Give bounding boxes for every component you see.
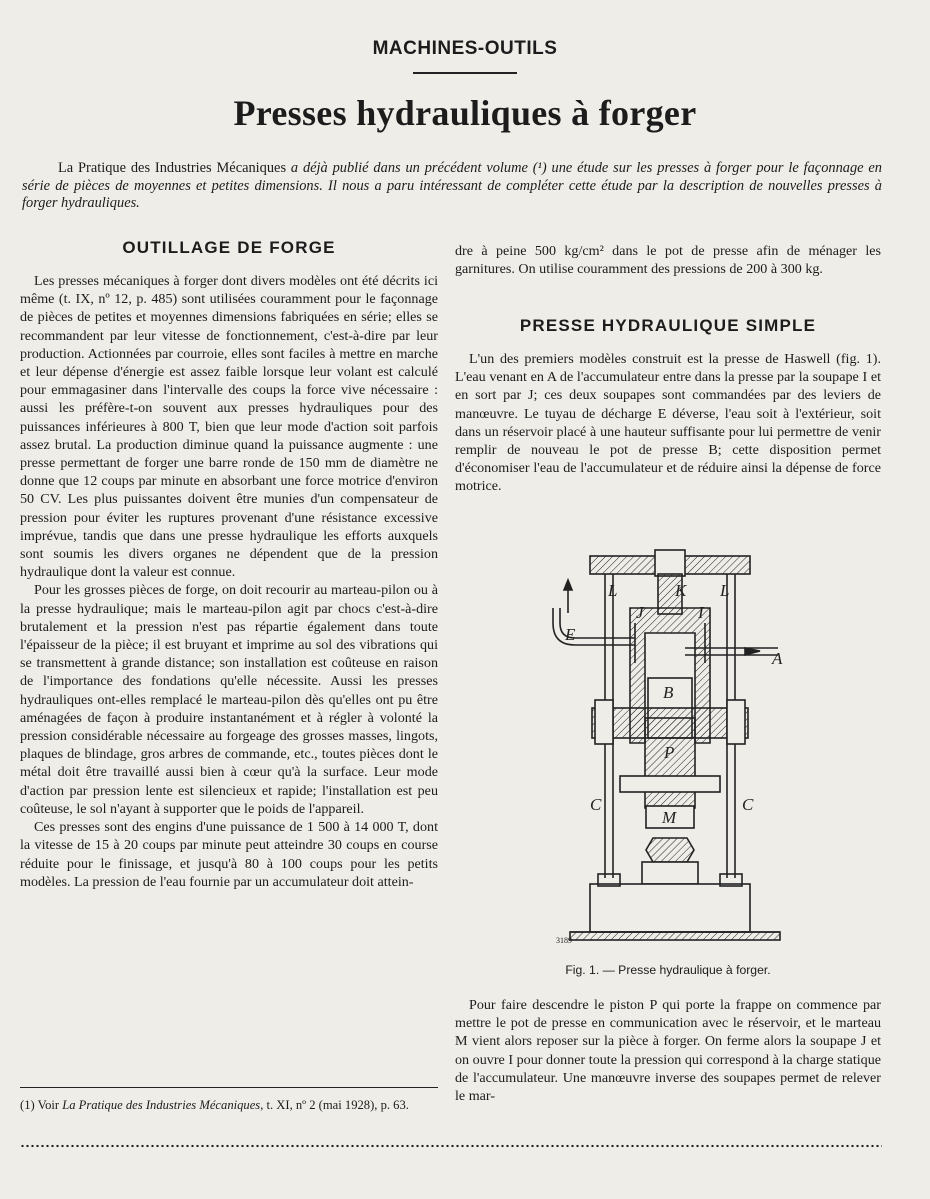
- paragraph: Ces presses sont des engins d'une puissance de 1 500 à 14 000 T, dont la vitesse de 15 à 20 coups par minute peut atteindre 30 coups en course réduite pour le finissage, et jusqu'à 80 à 100 coups pour les petits modèles. La pression de l'eau fournie par un accumulateur doit attein-: [20, 819, 438, 890]
- section-heading: MACHINES-OUTILS: [372, 38, 558, 59]
- footnote-journal: La Pratique des Industries Mécaniques: [62, 1098, 261, 1112]
- page-bottom-dotted-rule: [20, 1144, 882, 1148]
- paragraph: Pour faire descendre le piston P qui porte la frappe on commence par mettre le pot de presse en communication avec le réservoir, et le marteau M vient alors reposer sur la pièce à forger. On ferme alors la soupape J et on ouvre I pour donner toute la pression qui correspond à la charge statique de l'accumulateur. Une manœuvre inverse des soupapes permet de relever le mar-: [455, 997, 881, 1105]
- intro-paragraph: [22, 160, 882, 213]
- figure-caption: Fig. 1. — Presse hydraulique à forger.: [565, 963, 771, 977]
- right-column-main: [455, 350, 881, 496]
- heading-presse-simple: PRESSE HYDRAULIQUE SIMPLE: [519, 316, 817, 335]
- section-rule: [413, 72, 517, 74]
- label-i: I: [698, 603, 704, 622]
- paragraph: Les presses mécaniques à forger dont divers modèles ont été décrits ici même (t. IX, nº 12, p. 485) sont utilisées couramment pour le façonnage de pièces de petites et moyennes dimensions fabriquées en série; elles se recommandent par leur vitesse de fonctionnement, c'est-à-dire par leur production. Actionnées par courroie, elles sont faciles à mettre en marche et leur dépense d'énergie est assez faible lorsque leur volant est calculé pour emmagasiner dans l'intervalle des coups la force vive nécessaire : aussi les préfère-t-on souvent aux presses hydrauliques pour des puissances inférieures à 800 T, bien que leur mode d'action soit parfois assez brutal. La production diminue quand la puissance augmente : une presse permettant de forger une barre ronde de 150 mm de diamètre ne donne que 12 coups par minute en absorbant une force motrice d'environ 50 CV. Les plus puissantes doivent être munies d'un compensateur de pression pour éviter les ruptures provenant d'une résistance excessive imprévue, tandis que dans une presse hydraulique les efforts auxquels sont soumis les divers organes ne dépendent que de la pression hydraulique dont la valeur est connue.: [20, 273, 438, 581]
- label-l-left: L: [608, 581, 618, 600]
- footnote: [20, 1097, 438, 1114]
- label-l-right: L: [720, 581, 730, 600]
- heading-outillage: OUTILLAGE DE FORGE: [122, 238, 336, 257]
- article-title: Presses hydrauliques à forger: [233, 93, 697, 133]
- paragraph: Pour les grosses pièces de forge, on doit recourir au marteau-pilon ou à la presse hydraulique; mais le marteau-pilon agit par chocs c'est-à-dire brutalement et la pression n'est pas répartie également dans toute l'épaisseur de la pièce; il est bruyant et imprime au sol des vibrations qui se transmettent à grande distance; son installation est coûteuse en raison de l'importance des fondations qu'elle nécessite. Aussi les presses hydrauliques ont-elles remplacé le marteau-pilon dès qu'elles ont pu être aménagées de façon à produire instantanément et à régler à volonté la pression considérable nécessaire au forgeage des grosses masses, lingots, plaques de blindage, gros arbres de commande, etc., toutes pièces dont le métal doit être travaillé aussi bien à cœur qu'à la surface. Leur mode d'action par pression lente est silencieux et rapide; l'installation est peu coûteuse, le sol n'ayant à supporter que le poids de l'appareil.: [20, 582, 438, 817]
- footnote-lead: (1) Voir: [20, 1098, 63, 1112]
- paragraph: dre à peine 500 kg/cm² dans le pot de presse afin de ménager les garnitures. On utilise couramment des pressions de 200 à 300 kg.: [455, 243, 881, 278]
- label-c-left: C: [590, 795, 602, 814]
- paragraph: L'un des premiers modèles construit est la presse de Haswell (fig. 1). L'eau venant en A de l'accumulateur entre dans la presse par la soupape I et en sort par J; ces deux soupapes sont commandées par des leviers de manœuvre. Le tuyau de décharge E déverse, l'eau soit à l'extérieur, soit dans un réservoir placé à une hauteur suffisante pour lui permettre de venir remplir de nouveau le pot de presse B; cette disposition permet d'économiser l'eau de l'accumulateur et de réduire ainsi la dépense de force motrice.: [455, 351, 881, 495]
- label-a: A: [772, 649, 783, 668]
- footnote-rule: [20, 1087, 438, 1088]
- label-m: M: [662, 808, 677, 827]
- left-column: [20, 272, 438, 891]
- label-p: P: [664, 743, 675, 762]
- label-j: J: [636, 603, 644, 622]
- press-diagram: [550, 548, 790, 958]
- footnote-ref: , t. XI, nº 2 (mai 1928), p. 63.: [260, 1098, 409, 1112]
- label-e: E: [565, 625, 576, 644]
- label-k: K: [675, 581, 687, 600]
- right-column-top: [455, 242, 881, 278]
- intro-text: a déjà publié dans un précédent volume (¹) une étude sur les presses à forger pour le façonnage en série de pièces de moyennes et petites dimensions. Il nous a paru intéressant de compléter cette étude par la description de nouvelles presses à forger hydrauliques.: [22, 160, 882, 211]
- label-c-right: C: [742, 795, 754, 814]
- figure-number: 3189: [556, 936, 572, 945]
- right-column-bottom: [455, 996, 881, 1105]
- intro-journal-name: La Pratique des Industries Mécaniques: [58, 160, 291, 176]
- label-b: B: [663, 683, 674, 702]
